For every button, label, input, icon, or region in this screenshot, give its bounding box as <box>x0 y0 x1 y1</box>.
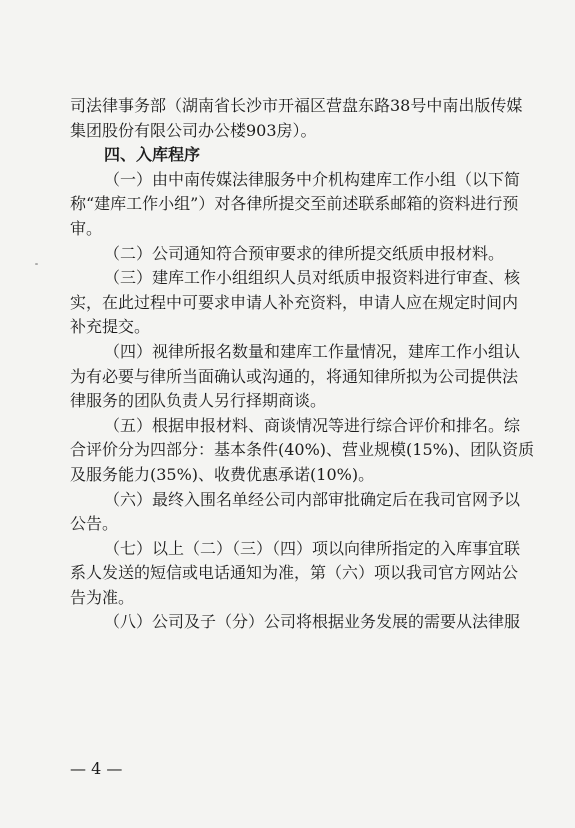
paragraph-line: 审。 <box>70 218 103 238</box>
paragraph-line: （二）公司通知符合预审要求的律所提交纸质申报材料。 <box>104 243 505 263</box>
paragraph-line: 系人发送的短信或电话通知为准，第（六）项以我司官方网站公 <box>70 563 519 583</box>
paragraph-line: （七）以上（二）（三）（四）项以向律所指定的入库事宜联 <box>104 538 521 558</box>
page-number: — 4 — <box>70 759 123 778</box>
paragraph-line: 集团股份有限公司办公楼903房）。 <box>70 120 317 140</box>
paragraph-line: （八）公司及子（分）公司将根据业务发展的需要从法律服 <box>104 612 521 632</box>
paragraph-line: 律服务的团队负责人另行择期商谈。 <box>70 391 327 411</box>
paragraph-line: 补充提交。 <box>70 317 151 337</box>
section-heading: 四、入库程序 <box>104 145 201 165</box>
paragraph-line: 公告。 <box>70 514 119 534</box>
document-body <box>70 94 535 635</box>
paragraph-line: 合评价分为四部分：基本条件(40%)、营业规模(15%)、团队资质 <box>70 440 535 460</box>
paragraph-line: （六）最终入围名单经公司内部审批确定后在我司官网予以 <box>104 489 521 509</box>
paragraph-line: （一）由中南传媒法律服务中介机构建库工作小组（以下简 <box>104 169 521 189</box>
paragraph-line: （五）根据申报材料、商谈情况等进行综合评价和排名。综 <box>104 415 521 435</box>
paragraph-line: 为有必要与律所当面确认或沟通的，将通知律所拟为公司提供法 <box>70 366 519 386</box>
paragraph-line: 及服务能力(35%)、收费优惠承诺(10%)。 <box>70 464 375 484</box>
paragraph-line: 告为准。 <box>70 587 135 607</box>
paragraph-line: 司法律事务部（湖南省长沙市开福区营盘东路38号中南出版传媒 <box>70 96 523 115</box>
paragraph-line: 称“建库工作小组”）对各律所提交至前述联系邮箱的资料进行预 <box>70 194 519 214</box>
paragraph-line: （四）视律所报名数量和建库工作量情况，建库工作小组认 <box>104 341 521 361</box>
paragraph-line: （三）建库工作小组组织人员对纸质申报资料进行审查、核 <box>104 268 521 288</box>
paragraph-line: 实，在此过程中可要求申请人补充资料，申请人应在规定时间内 <box>70 292 519 312</box>
scan-speck <box>35 263 38 265</box>
